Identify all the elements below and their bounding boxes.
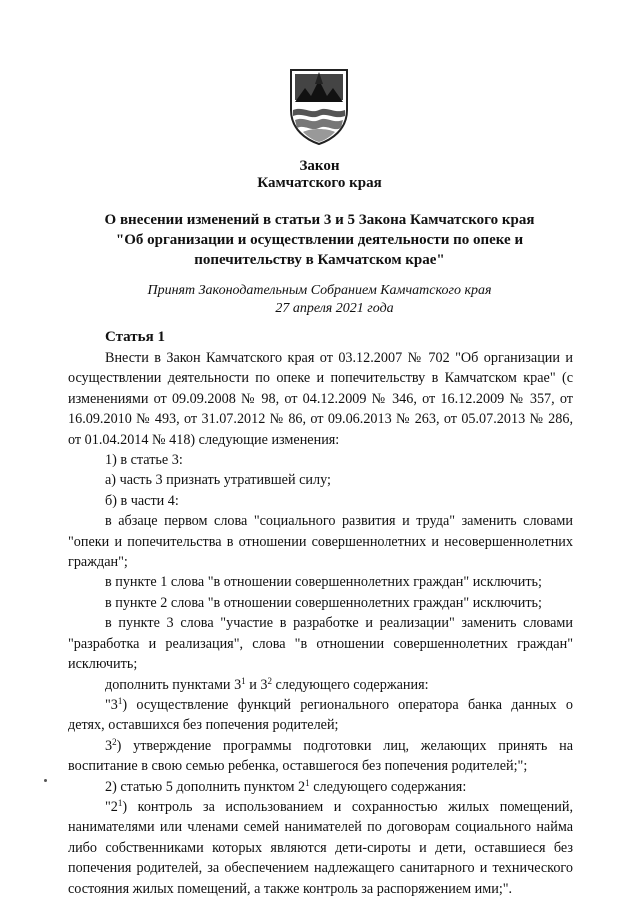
scan-speck (44, 779, 47, 782)
paragraph: $3^2$) утверждение программы подготовки лиц, желающих принять на воспитание в свою семью ребенка, оставшегося без попечения родителей;"; (68, 736, 573, 775)
adoption-date: 27 апреля 2021 года (275, 301, 394, 316)
paragraph: "$2^1$) контроль за использованием и сохранностью жилых помещений, нанимателями или членами семей нанимателей по договорам социального найма либо собственниками которых являются дети-сироты и дети, оставшиеся без попечения родителей, за обеспечением надлежащего санитарного и технического состояния жилых помещений, а также контроль за распоряжением ими;". (68, 797, 573, 897)
law-subject-line-3: попечительству в Камчатском крае" (194, 252, 445, 268)
adoption-note (0, 282, 639, 318)
article-body (68, 348, 573, 899)
kamchatka-coat-of-arms-icon (285, 66, 353, 146)
law-subject-line-2: "Об организации и осуществлении деятельности по опеке и (115, 232, 524, 248)
paragraph: в абзаце первом слова "социального развития и труда" заменить словами "опеки и попечительства в отношении совершеннолетних и несовершеннолетних граждан"; (68, 513, 573, 571)
paragraph: в пункте 2 слова "в отношении совершеннолетних граждан" исключить; (105, 594, 542, 611)
adoption-body: Принят Законодательным Собранием Камчатского края (147, 283, 492, 298)
paragraph: дополнить пунктами $3^1$ и $3^2$ следующего содержания: (105, 675, 429, 693)
law-title-line-1: Закон (299, 158, 340, 174)
paragraph: б) в части 4: (105, 492, 179, 509)
paragraph: "$3^1$) осуществление функций регионального оператора банка данных о детях, оставшихся без попечения родителей; (68, 695, 573, 734)
law-title-line-2: Камчатского края (257, 175, 382, 191)
paragraph: в пункте 1 слова "в отношении совершеннолетних граждан" исключить; (105, 574, 542, 591)
article-heading: Статья 1 (105, 329, 165, 345)
paragraph: в пункте 3 слова "участие в разработке и реализации" заменить словами "разработка и реализация", слова "в отношении совершеннолетних граждан" исключить; (68, 615, 573, 673)
paragraph: а) часть 3 признать утратившей силу; (105, 472, 331, 489)
paragraph: 2) статью 5 дополнить пунктом $2^1$ следующего содержания: (105, 777, 467, 795)
law-subject (0, 210, 639, 270)
law-subject-line-1: О внесении изменений в статьи 3 и 5 Закона Камчатского края (104, 212, 535, 228)
paragraph: 1) в статье 3: (105, 452, 183, 469)
paragraph: Внести в Закон Камчатского края от 03.12.2007 № 702 "Об организации и осуществлении деятельности по опеке и попечительству в Камчатском крае" (с изменениями от 09.09.2008 № 98, от 04.12.2009 № 346, от 16.12.2009 № 357, от 16.09.2010 № 493, от 31.07.2012 № 86, от 09.06.2013 № 263, от 05.07.2013 № 286, от 01.04.2014 № 418) следующие изменения: (68, 350, 573, 448)
